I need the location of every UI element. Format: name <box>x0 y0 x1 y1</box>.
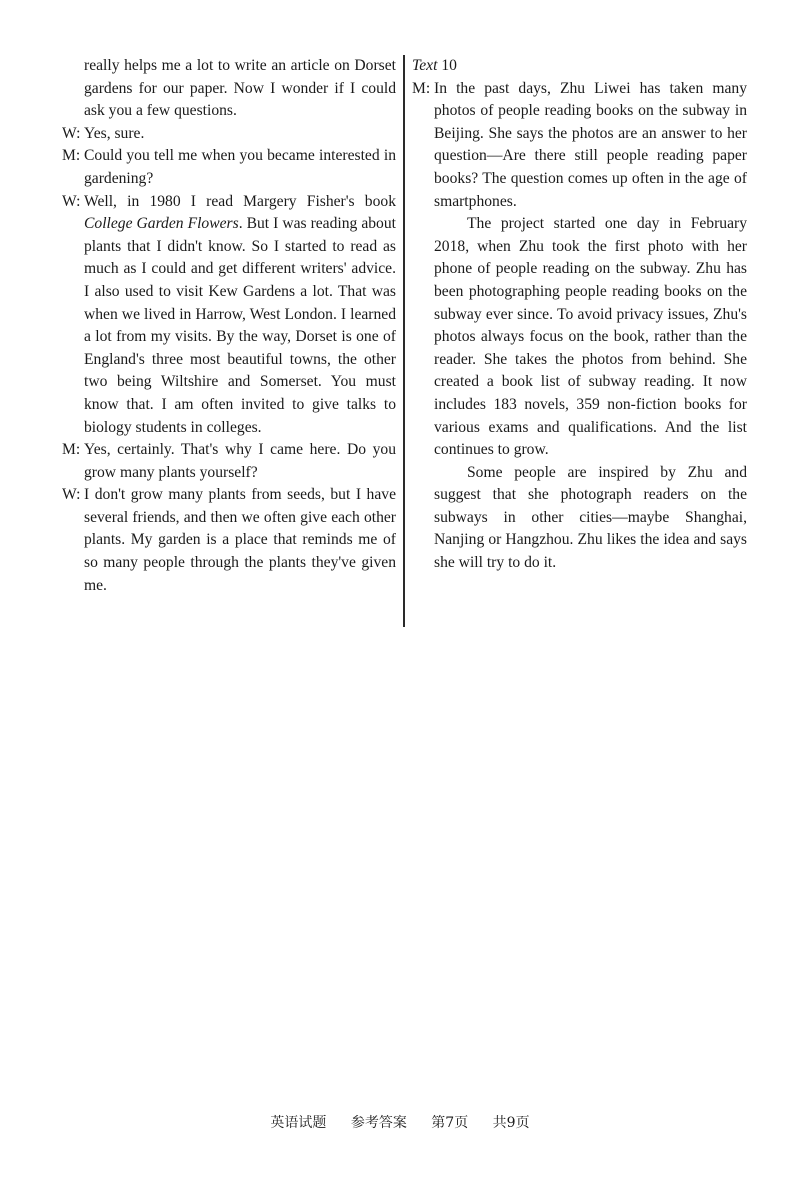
heading-number: 10 <box>441 57 457 74</box>
footer-page: 第7页 <box>431 1115 469 1131</box>
turn-text: I don't grow many plants from seeds, but I have several friends, and then we often give each other plants. My garden is a place that reminds me of so many people through the plants they've given me. <box>84 486 396 594</box>
footer-subject: 英语试题 <box>270 1115 327 1131</box>
left-column <box>62 55 396 597</box>
speaker-label: W: <box>62 124 81 142</box>
turn-text: Could you tell me when you became interested in gardening? <box>84 147 396 187</box>
paragraph: In the past days, Zhu Liwei has taken many photos of people reading books on the subway in Beijing. She says the photos are an answer to her question—Are there still people reading paper books? The question comes up often in the age of smartphones. <box>434 79 747 210</box>
column-divider <box>403 55 405 627</box>
turn-text: Yes, sure. <box>84 124 145 142</box>
turn-text-part: Well, in 1980 I read Margery Fisher's book <box>84 192 396 210</box>
speaker-label: M: <box>62 147 81 165</box>
footer-total: 共9页 <box>492 1115 530 1131</box>
dialogue-turn <box>62 123 396 146</box>
footer-section: 参考答案 <box>350 1115 407 1131</box>
section-heading <box>412 55 747 78</box>
speaker-label: W: <box>62 486 81 504</box>
page-footer <box>0 1112 800 1132</box>
dialogue-turn <box>62 439 396 484</box>
speaker-label: W: <box>62 192 81 210</box>
turn-text-part: . But I was reading about plants that I didn't know. So I started to read as much as I could and get different writers' advice. I also used to visit Kew Gardens a lot. That was when we lived in Harrow, West London. I learned a lot from my visits. By the way, Dorset is one of England's three most beautiful towns, the other two being Wiltshire and Somerset. You must know that. I am often invited to give talks to biology students in colleges. <box>84 215 396 436</box>
dialogue-turn <box>412 78 747 214</box>
turn-text <box>84 193 396 436</box>
turn-text: Yes, certainly. That's why I came here. Do you grow many plants yourself? <box>84 441 396 481</box>
heading-word: Text <box>412 57 438 74</box>
book-title: College Garden Flowers <box>84 215 239 233</box>
speaker-label: M: <box>412 79 431 97</box>
paragraph: The project started one day in February 2018, when Zhu took the first photo with her phone of people reading on the subway. Zhu has been photographing people reading books on the subway ever since. To avoid privacy issues, Zhu's photos always focus on the book, rather than the reader. She takes the photos from behind. She created a book list of subway reading. It now includes 183 novels, 359 non-fiction books for various exams and qualifications. And the list continues to grow. <box>434 215 747 459</box>
right-column <box>412 55 747 575</box>
speaker-label: M: <box>62 441 81 459</box>
dialogue-turn <box>62 191 396 440</box>
dialogue-turn <box>62 484 396 597</box>
dialogue-turn <box>62 145 396 190</box>
continued-text: really helps me a lot to write an article on Dorset gardens for our paper. Now I wonder if I could ask you a few questions. <box>84 57 396 120</box>
paragraph: Some people are inspired by Zhu and suggest that she photograph readers on the subways in other cities—maybe Shanghai, Nanjing or Hangzhou. Zhu likes the idea and says she will try to do it. <box>434 463 747 572</box>
